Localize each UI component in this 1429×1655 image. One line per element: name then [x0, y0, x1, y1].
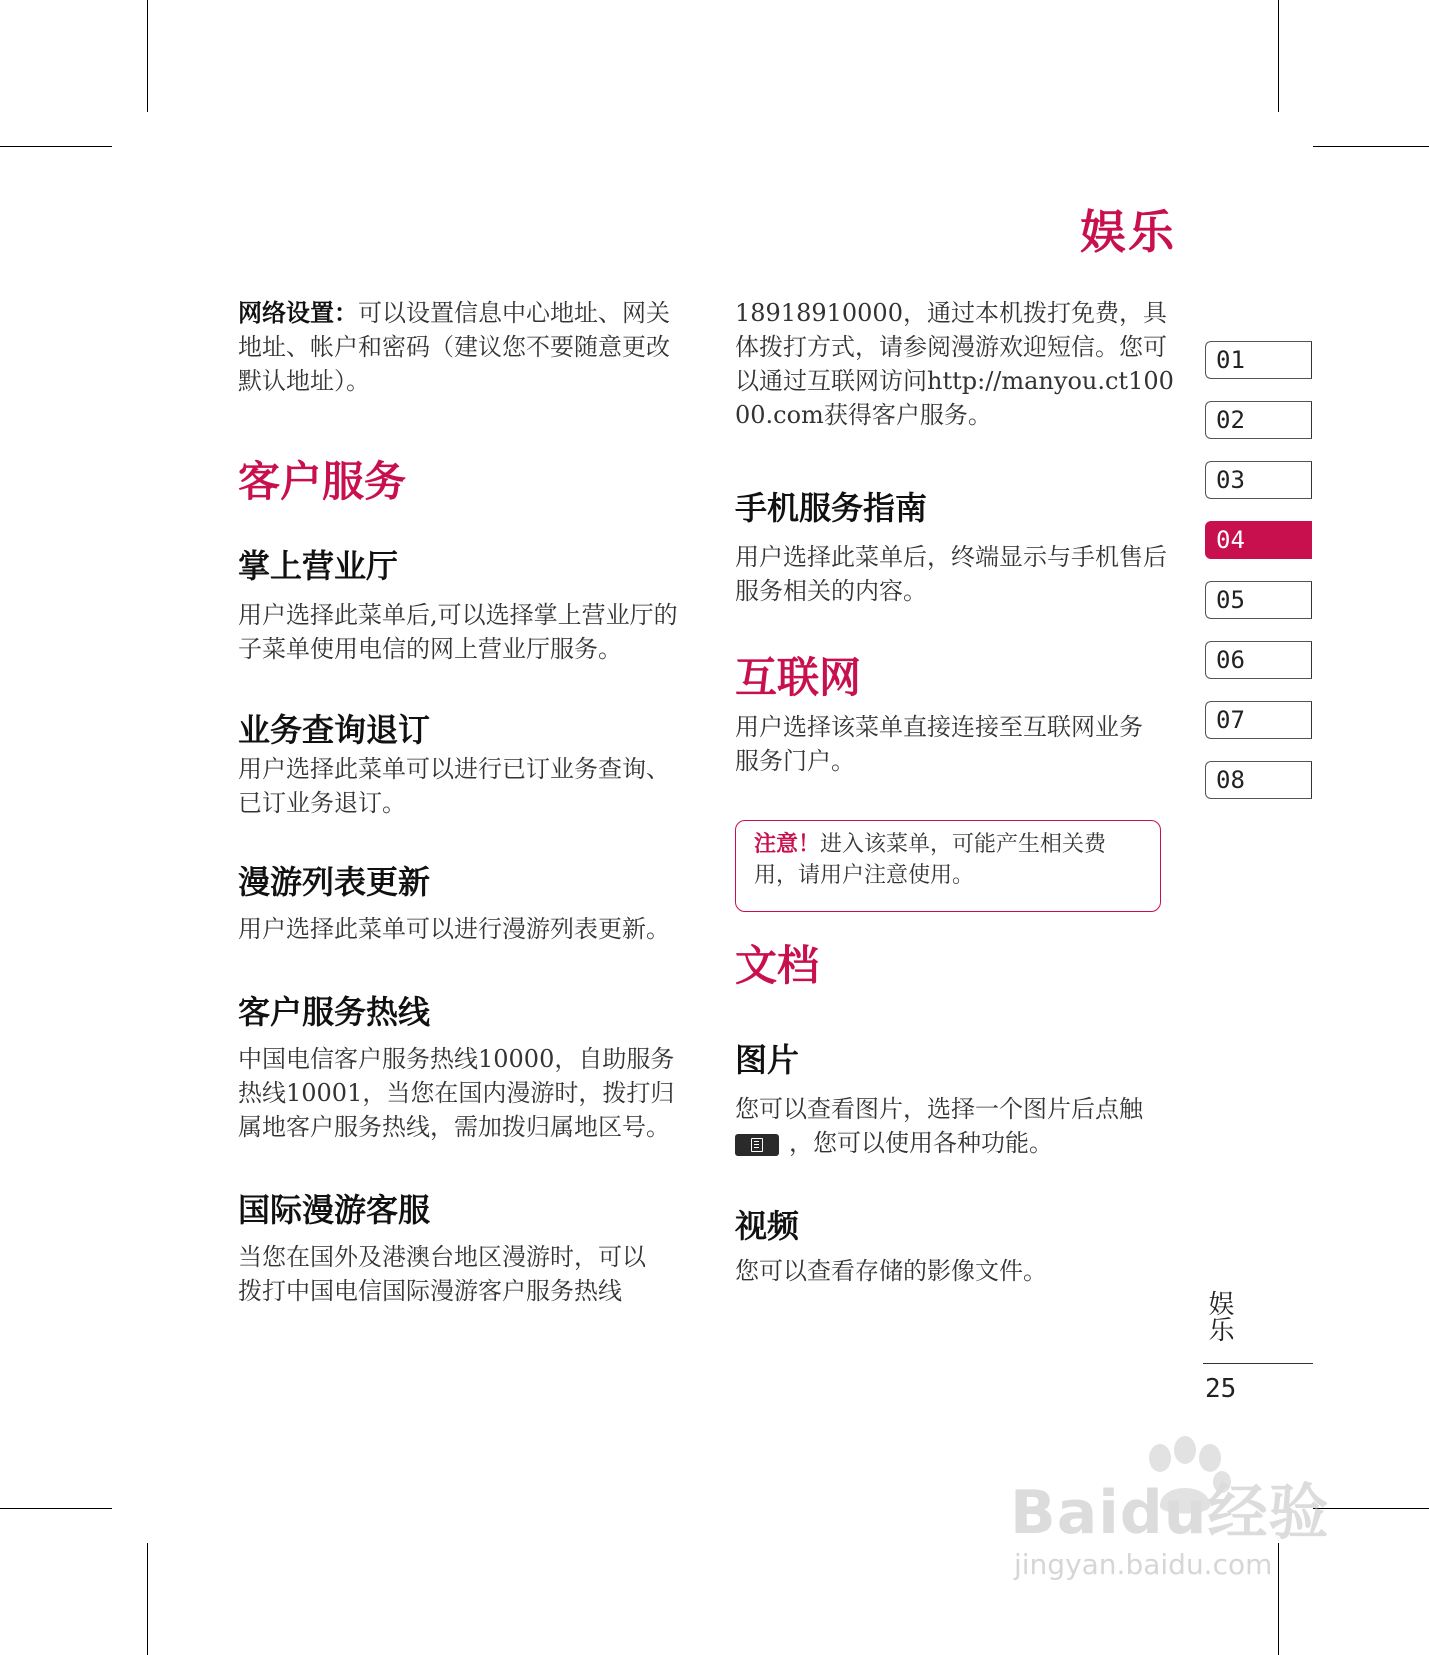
- notice-label: 注意！: [754, 831, 821, 857]
- side-chapter-label: 娱乐: [1204, 1290, 1234, 1342]
- left-column: [238, 296, 698, 1308]
- chapter-tab-07[interactable]: 07: [1205, 701, 1312, 739]
- item-title: 掌上营业厅: [238, 547, 399, 585]
- watermark-url: jingyan.baidu.com: [1014, 1548, 1273, 1581]
- network-settings-text: 可以设置信息中心地址、网关地址、帐户和密码（建议您不要随意更改默认地址）。: [238, 299, 670, 395]
- chapter-tab-08[interactable]: 08: [1205, 761, 1312, 799]
- page-number: 25: [1205, 1374, 1237, 1404]
- internet-text: 用户选择该菜单直接连接至互联网业务服务门户。: [735, 713, 1143, 775]
- item-text: 中国电信客户服务热线10000，自助服务热线10001，当您在国内漫游时，拨打归属地客户服务热线，需加拨归属地区号。: [238, 1045, 675, 1141]
- picture-title: 图片: [735, 1041, 800, 1079]
- item-title: 漫游列表更新: [238, 863, 431, 901]
- guide-text: 用户选择此菜单后，终端显示与手机售后服务相关的内容。: [735, 543, 1167, 605]
- item-title: 客户服务热线: [238, 993, 431, 1031]
- crop-mark: [147, 0, 148, 112]
- menu-key-icon: [735, 1134, 779, 1156]
- video-text: 您可以查看存储的影像文件。: [735, 1257, 1047, 1285]
- item-text: 用户选择此菜单可以进行漫游列表更新。: [238, 915, 670, 943]
- chapter-tab-01[interactable]: 01: [1205, 341, 1312, 379]
- side-divider: [1203, 1363, 1313, 1364]
- chapter-tab-06[interactable]: 06: [1205, 641, 1312, 679]
- chapter-tab-05[interactable]: 05: [1205, 581, 1312, 619]
- docs-section: [735, 940, 1195, 1288]
- notice-box: [735, 820, 1161, 912]
- internet-title: 互联网: [735, 653, 862, 702]
- watermark-brand: Baidu经验: [1010, 1478, 1330, 1548]
- item-text: 用户选择此菜单可以进行已订业务查询、已订业务退订。: [238, 755, 670, 817]
- chapter-tab-02[interactable]: 02: [1205, 401, 1312, 439]
- crop-mark: [147, 1543, 148, 1655]
- chapter-title: 娱乐: [1080, 205, 1176, 259]
- baidu-watermark: [1010, 1436, 1350, 1586]
- item-title: 业务查询退订: [238, 711, 431, 749]
- chapter-tab-04[interactable]: 04: [1205, 521, 1312, 559]
- right-column: [735, 296, 1195, 778]
- crop-mark: [1313, 146, 1429, 147]
- customer-service-title: 客户服务: [238, 457, 407, 506]
- picture-text: 您可以查看图片，选择一个图片后点触 ，您可以使用各种功能。: [735, 1095, 1143, 1157]
- item-title: 国际漫游客服: [238, 1191, 431, 1229]
- crop-mark: [0, 146, 112, 147]
- video-title: 视频: [735, 1207, 800, 1245]
- crop-mark: [0, 1508, 112, 1509]
- item-text: 当您在国外及港澳台地区漫游时，可以拨打中国电信国际漫游客户服务热线: [238, 1243, 646, 1305]
- crop-mark: [1278, 0, 1279, 112]
- item-text: 用户选择此菜单后,可以选择掌上营业厅的子菜单使用电信的网上营业厅服务。: [238, 601, 678, 663]
- network-settings-paragraph: 网络设置：可以设置信息中心地址、网关地址、帐户和密码（建议您不要随意更改默认地址）。: [238, 298, 670, 395]
- guide-title: 手机服务指南: [735, 489, 928, 527]
- docs-title: 文档: [735, 941, 820, 990]
- continued-text: 18918910000，通过本机拨打免费，具体拨打方式，请参阅漫游欢迎短信。您可以通过互联网访问http://manyou.ct10000.com获得客户服务。: [735, 299, 1174, 429]
- network-settings-label: 网络设置: [238, 298, 334, 327]
- chapter-tab-03[interactable]: 03: [1205, 461, 1312, 499]
- notice-text: 进入该菜单，可能产生相关费用，请用户注意使用。: [754, 832, 1107, 888]
